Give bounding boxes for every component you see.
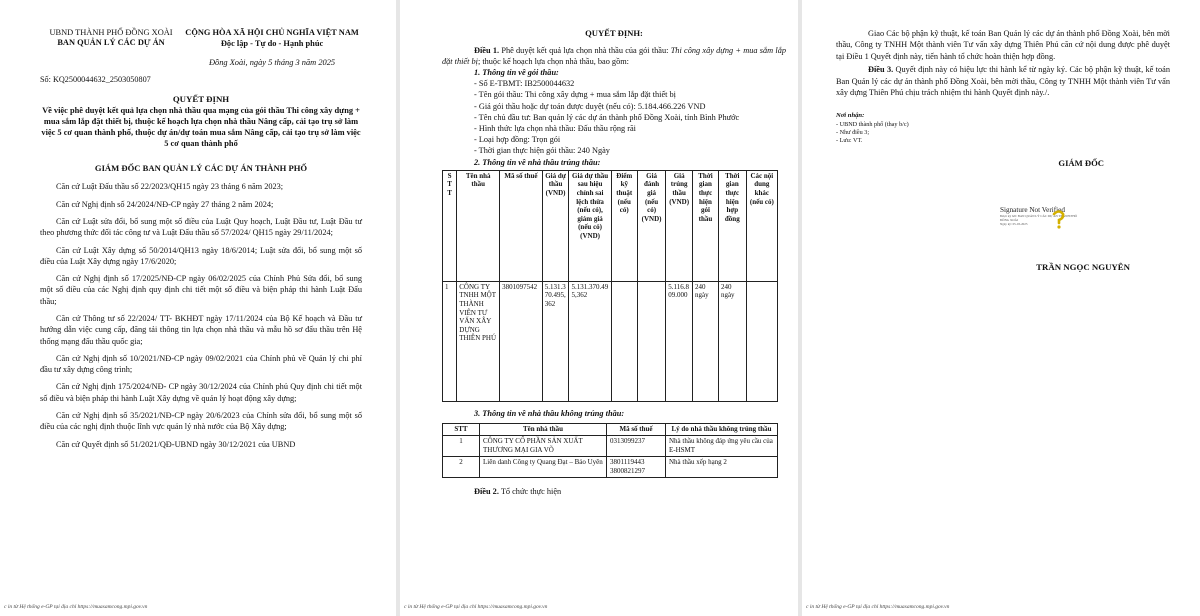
- col-header: Tên nhà thầu: [457, 170, 500, 281]
- package-info-item: - Tên chủ đầu tư: Ban quản lý các dự án thành phố Đồng Xoài, tỉnh Bình Phước: [474, 112, 740, 122]
- col-header: Giá dự thầu sau hiệu chỉnh sai lệch thừa (nếu có), giảm giá (nếu có) (VND): [569, 170, 611, 281]
- table-cell: [637, 281, 665, 401]
- table-header-row: [443, 170, 778, 281]
- table-cell: [611, 281, 637, 401]
- signature-status: Signature Not Verified: [1000, 206, 1065, 214]
- document-page-1: [0, 0, 396, 616]
- article-3: [836, 64, 1170, 98]
- table-row: [443, 457, 778, 478]
- table-cell: 5.131.370.495,362: [569, 281, 611, 401]
- legal-basis: Căn cứ Nghị định số 35/2021/NĐ-CP ngày 20/6/2023 của Chính sửa đổi, bổ sung một số điều của các nghị định thuộc lĩnh vực quản lý nhà nước của Bộ Xây dựng;: [40, 411, 362, 432]
- decision-subject: Về việc phê duyệt kết quả lựa chọn nhà thầu qua mạng của gói thầu Thi công xây dựng + mua sắm lắp đặt thiết bị, thuộc kế hoạch lựa chọn nhà thầu Nâng cấp, cải tạo trụ sở làm việc 5 cơ quan thành phố, thuộc dự án/dự toán mua sắm Nâng cấp, cải tạo trụ sở làm việc 5 cơ quan thành phố: [41, 105, 361, 149]
- recipient-item: - Lưu: VT.: [836, 137, 863, 145]
- legal-basis: Căn cứ Luật Đấu thầu số 22/2023/QH15 ngày 23 tháng 6 năm 2023;: [56, 182, 284, 192]
- table-row: [443, 281, 778, 401]
- package-info-item: - Số E-TBMT: IB2500044632: [474, 79, 575, 89]
- article-1-package: Thi công xây dựng + mua sắm lắp đặt thiết bị: [442, 46, 786, 66]
- table-cell: 1: [443, 436, 480, 457]
- signature-detail: ĐỒNG XOÀI: [1000, 218, 1018, 222]
- winning-bidder-table: [442, 170, 778, 402]
- table-row: [443, 436, 778, 457]
- recipients-block: [836, 112, 1170, 145]
- recipient-item: - UBND thành phố (thay b/c): [836, 121, 909, 129]
- issuing-agency: [40, 28, 182, 69]
- legal-basis: Căn cứ Luật sửa đổi, bổ sung một số điều của Luật Quy hoạch, Luật Đầu tư, Luật Đầu tư theo phương thức đối tác công tư và Luật Đấu thầu số 57/2024/ QH15 ngày 29/11/2024;: [40, 216, 362, 238]
- signer-position: GIÁM ĐỐC: [1058, 158, 1104, 168]
- col-header: STT: [443, 424, 480, 436]
- table-cell: 1: [443, 281, 457, 401]
- section-1-title: 1. Thông tin về gói thầu:: [474, 68, 559, 77]
- signature-detail: Được ký bởi: BAN QUẢN LÝ CÁC DỰ ÁN THÀNH PHỐ: [1000, 214, 1077, 218]
- assignment-paragraph: Giao Các bộ phận kỹ thuật, kế toán Ban Quản lý các dự án thành phố Đồng Xoài, bên mời thầu, Công ty TNHH Một thành viên Tư vấn xây dựng Thiên Phú căn cứ nội dung được phê duyệt tại Điều 1 Quyết định này, tiến hành tổ chức hoàn thiện hợp đồng.: [836, 29, 1170, 61]
- decision-title: QUYẾT ĐỊNH: [172, 93, 230, 104]
- table-cell: 3801119443 3800821297: [607, 457, 666, 478]
- decision-heading: QUYẾT ĐỊNH:: [585, 28, 643, 38]
- signer-name: TRẦN NGỌC NGUYÊN: [1036, 262, 1130, 272]
- recipient-item: - Như điều 3;: [836, 129, 870, 137]
- article-3-label: Điều 3.: [868, 65, 894, 75]
- section-3-title: 3. Thông tin về nhà thầu không trúng thầu:: [474, 408, 625, 418]
- table-header-row: [443, 424, 778, 436]
- article-2-text: Tổ chức thực hiện: [498, 487, 562, 497]
- document-page-2: [400, 0, 798, 616]
- national-motto: Độc lập - Tự do - Hạnh phúc: [220, 38, 324, 48]
- article-3-text: Quyết định này có hiệu lực thi hành kể từ ngày ký. Các bộ phận kỹ thuật, kế toán Ban Quản lý các dự án thành phố Đồng Xoài, bên mời thầu, Công ty TNHH Một thành viên Tư vấn xây dựng Thiên Phú chịu trách nhiệm thi hành Quyết định này./.: [836, 65, 1170, 98]
- unsuccessful-bidders-table: [442, 423, 778, 478]
- col-header: Thời gian thực hiện gói thầu: [692, 170, 718, 281]
- legal-basis: Căn cứ Luật Xây dựng số 50/2014/QH13 ngày 18/6/2014; Luật sửa đổi, bổ sung một số điều của Luật Xây dựng ngày 17/6/2020;: [40, 245, 362, 266]
- table-cell: Nhà thầu xếp hạng 2: [666, 457, 778, 478]
- agency-name: BAN QUẢN LÝ CÁC DỰ ÁN: [57, 38, 165, 47]
- col-header: Mã số thuế: [607, 424, 666, 436]
- legal-basis: Căn cứ Nghị định số 10/2021/NĐ-CP ngày 09/02/2021 của Chính phủ về Quản lý chi phí đầu tư xây dựng công trình;: [40, 353, 362, 375]
- nation-name: CỘNG HÒA XÃ HỘI CHỦ NGHĨA VIỆT NAM: [185, 28, 359, 37]
- package-info-item: - Hình thức lựa chọn nhà thầu: Đấu thầu rộng rãi: [474, 124, 636, 134]
- col-header: Giá dự thầu (VND): [542, 170, 569, 281]
- col-header: Mã số thuế: [500, 170, 543, 281]
- document-page-3: [802, 0, 1200, 616]
- table-cell: 5.131.370.495,362: [542, 281, 569, 401]
- agency-parent: UBND THÀNH PHỐ ĐỒNG XOÀI: [49, 28, 173, 37]
- signature-detail: Ngày ký: 05-03-2025: [1000, 222, 1028, 226]
- article-1-text-b: ; thuộc kế hoạch lựa chọn nhà thầu, bao gồm:: [477, 57, 629, 66]
- table-cell: 2: [443, 457, 480, 478]
- article-1-label: Điều 1.: [474, 46, 500, 55]
- national-heading: [182, 28, 362, 69]
- legal-bases: [40, 181, 362, 450]
- table-cell: 5.116.809.000: [666, 281, 693, 401]
- document-header: [40, 28, 362, 69]
- article-2: [442, 486, 786, 497]
- table-cell: CÔNG TY CỔ PHẦN SẢN XUẤT THƯƠNG MẠI GIA VÕ: [480, 436, 607, 457]
- signature-check-icon: [1052, 210, 1066, 230]
- document-number: Số: KQ2500044632_2503050807: [40, 74, 151, 84]
- col-header: Lý do nhà thầu không trúng thầu: [666, 424, 778, 436]
- section-2-title: 2. Thông tin về nhà thầu trúng thầu:: [474, 157, 601, 167]
- article-1-text-a: Phê duyệt kết quả lựa chọn nhà thầu của gói thầu:: [499, 46, 671, 55]
- article-1: [442, 45, 786, 67]
- table-cell: CÔNG TY TNHH MỘT THÀNH VIÊN TƯ VẤN XÂY DỰNG THIÊN PHÚ: [457, 281, 500, 401]
- legal-basis: Căn cứ Nghị định số 24/2024/NĐ-CP ngày 27 tháng 2 năm 2024;: [56, 199, 274, 209]
- table-cell: [746, 281, 777, 401]
- col-header: Các nội dung khác (nếu có): [746, 170, 777, 281]
- legal-basis: Căn cứ Nghị định số 17/2025/NĐ-CP ngày 06/02/2025 của Chính Phủ Sửa đổi, bổ sung một số điều của các Nghị định quy định chi tiết một số điều và biện pháp thi hành Luật Đấu thầu;: [40, 274, 362, 306]
- col-header: Điểm kỹ thuật (nếu có): [611, 170, 637, 281]
- article-2-label: Điều 2.: [474, 487, 499, 497]
- col-header: Tên nhà thầu: [480, 424, 607, 436]
- table-cell: 3801097542: [500, 281, 543, 401]
- col-header: Giá trúng thầu (VND): [666, 170, 693, 281]
- col-header: Giá đánh giá (nếu có) (VND): [637, 170, 665, 281]
- place-date: Đồng Xoài, ngày 5 tháng 3 năm 2025: [208, 58, 336, 67]
- table-cell: 240 ngày: [692, 281, 718, 401]
- table-cell: 240 ngày: [718, 281, 746, 401]
- authority-heading: GIÁM ĐỐC BAN QUẢN LÝ CÁC DỰ ÁN THÀNH PHỐ: [94, 163, 308, 174]
- package-info-item: - Thời gian thực hiện gói thầu: 240 Ngày: [474, 146, 610, 156]
- table-cell: 0313099237: [607, 436, 666, 457]
- col-header: S T T: [443, 170, 457, 281]
- col-header: Thời gian thực hiện hợp đồng: [718, 170, 746, 281]
- package-info-item: - Giá gói thầu hoặc dự toán được duyệt (nếu có): 5.184.466.226 VND: [474, 101, 706, 111]
- recipients-title: Nơi nhận:: [836, 112, 865, 120]
- digital-signature-box: [1000, 206, 1118, 236]
- package-info-item: - Tên gói thầu: Thi công xây dựng + mua sắm lắp đặt thiết bị: [474, 90, 676, 100]
- legal-basis: Căn cứ Nghị định 175/2024/NĐ- CP ngày 30/12/2024 của Chính phủ Quy định chi tiết một số điều và biện pháp thi hành Luật Xây dựng về quản lý hoạt động xây dựng;: [40, 382, 362, 403]
- package-info-item: - Loại hợp đồng: Trọn gói: [474, 135, 561, 145]
- page-footer: c in từ Hệ thống e-GP tại địa chỉ https://muasamcong.mpi.gov.vn: [404, 604, 548, 610]
- page-footer: c in từ Hệ thống e-GP tại địa chỉ https://muasamcong.mpi.gov.vn: [806, 604, 950, 610]
- legal-basis: Căn cứ Thông tư số 22/2024/ TT- BKHĐT ngày 17/11/2024 của Bộ Kế hoạch và Đầu tư hướng dẫn việc cung cấp, đăng tải thông tin lựa chọn nhà thầu và mẫu hồ sơ đấu thầu trên Hệ thống mạng đấu thầu quốc gia;: [40, 313, 362, 346]
- table-cell: Liên danh Công ty Quang Đạt – Bảo Uyên: [480, 457, 607, 478]
- table-cell: Nhà thầu không đáp ứng yêu cầu của E-HSMT: [666, 436, 778, 457]
- page-footer: c in từ Hệ thống e-GP tại địa chỉ https://muasamcong.mpi.gov.vn: [4, 604, 148, 610]
- legal-basis: Căn cứ Quyết định số 51/2021/QĐ-UBND ngày 30/12/2021 của UBND: [56, 439, 296, 449]
